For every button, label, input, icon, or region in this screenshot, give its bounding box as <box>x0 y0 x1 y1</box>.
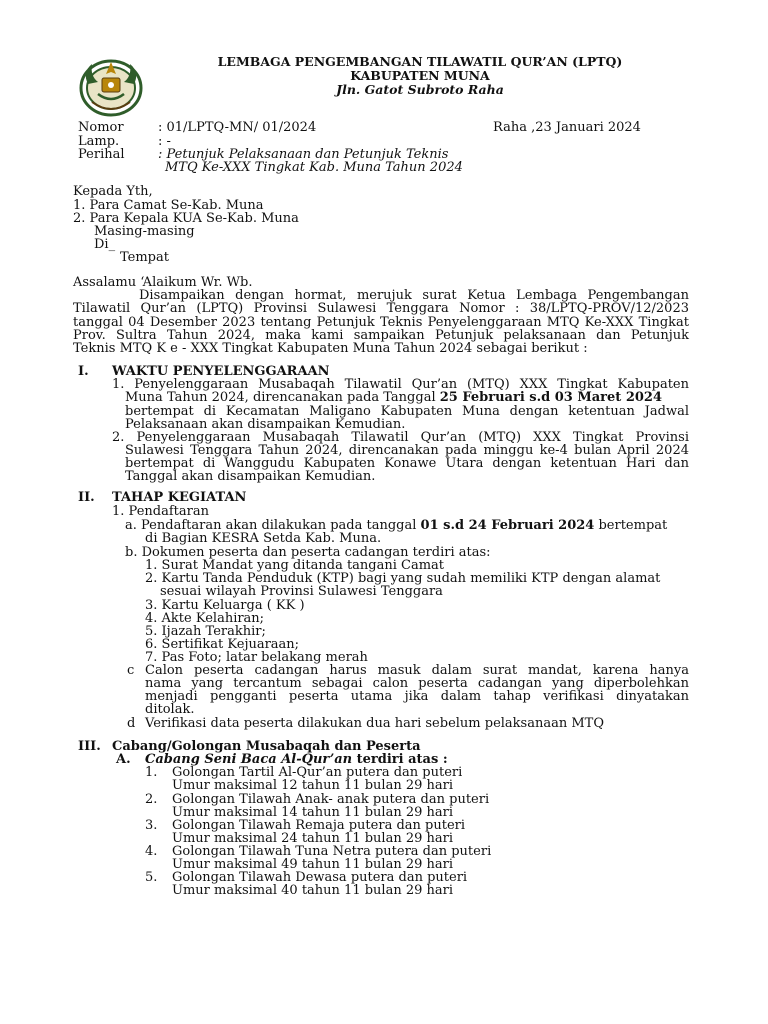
kepada: Kepada Yth, <box>73 184 153 199</box>
lamp-label: Lamp. <box>78 134 120 149</box>
s3-A-letter: A. <box>116 752 131 767</box>
golongan-number: 3. <box>145 818 158 833</box>
s2-c-line-3: menjadi pengganti peserta utama jika dalam tahap verifikasi dinyatakan <box>145 689 689 704</box>
masing-masing: Masing-masing <box>94 224 195 239</box>
nomor-label: Nomor <box>78 120 124 135</box>
nomor-value: : 01/LPTQ-MN/ 01/2024 <box>158 120 317 135</box>
place-date: Raha ,23 Januari 2024 <box>493 120 641 135</box>
golongan-name: Golongan Tilawah Tuna Netra putera dan puteri <box>172 844 492 859</box>
opening-line-2: Tilawatil Qur’an (LPTQ) Provinsi Sulawesi Tenggara Nomor : 38/LPTQ-PROV/12/2023 <box>73 301 689 316</box>
salam: Assalamu ‘Alaikum Wr. Wb. <box>73 275 253 290</box>
section-1-number: I. <box>78 364 89 379</box>
org-title: LEMBAGA PENGEMBANGAN TILAWATIL QUR’AN (LPTQ) <box>217 54 623 69</box>
golongan-age: Umur maksimal 24 tahun 11 bulan 29 hari <box>172 831 454 846</box>
s2-a-line-1: a. Pendaftaran akan dilakukan pada tanggal 01 s.d 24 Februari 2024 bertempat <box>125 518 668 533</box>
lamp-value: : - <box>158 134 171 149</box>
di: Di_ <box>94 237 116 252</box>
address: Jln. Gatot Subroto Raha <box>336 82 504 97</box>
doc-item: 1. Surat Mandat yang ditanda tangani Camat <box>145 558 445 573</box>
section-3-number: III. <box>78 739 101 754</box>
tempat: Tempat <box>120 250 169 265</box>
section-1-title: WAKTU PENYELENGGARAAN <box>112 364 330 379</box>
s1-item2-line-4: Tanggal akan disampaikan Kemudian. <box>125 469 376 484</box>
golongan-age: Umur maksimal 40 tahun 11 bulan 29 hari <box>172 883 454 898</box>
opening-line-5: Teknis MTQ K e - XXX Tingkat Kabupaten Muna Tahun 2024 sebagai berikut : <box>73 341 588 356</box>
s1-item2-line-2: Sulawesi Tenggara Tahun 2024, direncanakan pada minggu ke-4 bulan April 2024 <box>125 443 689 458</box>
section-2-number: II. <box>78 490 95 505</box>
golongan-number: 5. <box>145 870 158 885</box>
s1-item1-line-3: bertempat di Kecamatan Maligano Kabupaten Muna dengan ketentuan Jadwal <box>125 404 689 419</box>
recipient-1: 1. Para Camat Se-Kab. Muna <box>73 198 264 213</box>
s1-item1-line-1: 1. Penyelenggaraan Musabaqah Tilawatil Qur’an (MTQ) XXX Tingkat Kabupaten <box>112 377 689 392</box>
s1-item2-line-1: 2. Penyelenggaraan Musabaqah Tilawatil Qur’an (MTQ) XXX Tingkat Provinsi <box>112 430 689 445</box>
golongan-age: Umur maksimal 12 tahun 11 bulan 29 hari <box>172 778 454 793</box>
s2-c-line-2: nama yang tercantum sebagai calon peserta cadangan yang diperbolehkan <box>145 676 689 691</box>
golongan-name: Golongan Tartil Al-Qur’an putera dan puteri <box>172 765 463 780</box>
opening-line-1: Disampaikan dengan hormat, merujuk surat Ketua Lembaga Pengembangan <box>139 288 689 303</box>
opening-line-3: tanggal 04 Desember 2023 tentang Petunjuk Teknis Penyelenggaraan MTQ Ke-XXX Tingkat <box>73 315 689 330</box>
doc-item: 7. Pas Foto; latar belakang merah <box>145 650 368 665</box>
recipient-2: 2. Para Kepala KUA Se-Kab. Muna <box>73 211 299 226</box>
region-title: KABUPATEN MUNA <box>350 68 490 83</box>
doc-item: 4. Akte Kelahiran; <box>145 611 265 626</box>
opening-line-4: Prov. Sultra Tahun 2024, maka kami sampaikan Petunjuk pelaksanaan dan Petunjuk <box>73 328 689 343</box>
perihal-line-1: : Petunjuk Pelaksanaan dan Petunjuk Teknis <box>158 147 449 162</box>
doc-item: 6. Sertifikat Kejuaraan; <box>145 637 300 652</box>
s2-c-letter: c <box>127 663 135 678</box>
s3-A-title: Cabang Seni Baca Al-Qur’an terdiri atas : <box>145 752 448 767</box>
lptq-logo <box>78 54 144 118</box>
doc-item-cont: sesuai wilayah Provinsi Sulawesi Tenggara <box>160 584 443 599</box>
s2-sub-pendaftaran: 1. Pendaftaran <box>112 504 209 519</box>
doc-item: 3. Kartu Keluarga ( KK ) <box>145 598 305 613</box>
s1-date-range: 25 Februari s.d 03 Maret 2024 <box>439 390 663 405</box>
section-2-title: TAHAP KEGIATAN <box>112 490 247 505</box>
s2-registration-dates: 01 s.d 24 Februari 2024 <box>420 518 595 533</box>
s2-d-letter: d <box>127 716 136 731</box>
golongan-age: Umur maksimal 14 tahun 11 bulan 29 hari <box>172 805 454 820</box>
s2-c-line-4: ditolak. <box>145 702 195 717</box>
section-3-title: Cabang/Golongan Musabaqah dan Peserta <box>112 739 421 754</box>
s2-a-line-2: di Bagian KESRA Setda Kab. Muna. <box>145 531 382 546</box>
golongan-name: Golongan Tilawah Remaja putera dan puteri <box>172 818 466 833</box>
doc-item: 5. Ijazah Terakhir; <box>145 624 266 639</box>
s2-d-line-1: Verifikasi data peserta dilakukan dua hari sebelum pelaksanaan MTQ <box>145 716 604 731</box>
s1-item1-line-4: Pelaksanaan akan disampaikan Kemudian. <box>125 417 406 432</box>
s2-c-line-1: Calon peserta cadangan harus masuk dalam surat mandat, karena hanya <box>145 663 689 678</box>
s1-item1-line-2: Muna Tahun 2024, direncanakan pada Tanggal 25 Februari s.d 03 Maret 2024 <box>125 390 663 405</box>
golongan-number: 4. <box>145 844 158 859</box>
golongan-name: Golongan Tilawah Anak- anak putera dan puteri <box>172 792 490 807</box>
perihal-line-2: MTQ Ke-XXX Tingkat Kab. Muna Tahun 2024 <box>165 160 463 175</box>
perihal-label: Perihal <box>78 147 125 162</box>
golongan-age: Umur maksimal 49 tahun 11 bulan 29 hari <box>172 857 454 872</box>
s2-b-line-1: b. Dokumen peserta dan peserta cadangan terdiri atas: <box>125 545 491 560</box>
doc-item: 2. Kartu Tanda Penduduk (KTP) bagi yang sudah memiliki KTP dengan alamat <box>145 571 661 586</box>
golongan-name: Golongan Tilawah Dewasa putera dan puteri <box>172 870 468 885</box>
s1-item2-line-3: bertempat di Wanggudu Kabupaten Konawe Utara dengan ketentuan Hari dan <box>125 456 689 471</box>
golongan-number: 1. <box>145 765 158 780</box>
golongan-number: 2. <box>145 792 158 807</box>
